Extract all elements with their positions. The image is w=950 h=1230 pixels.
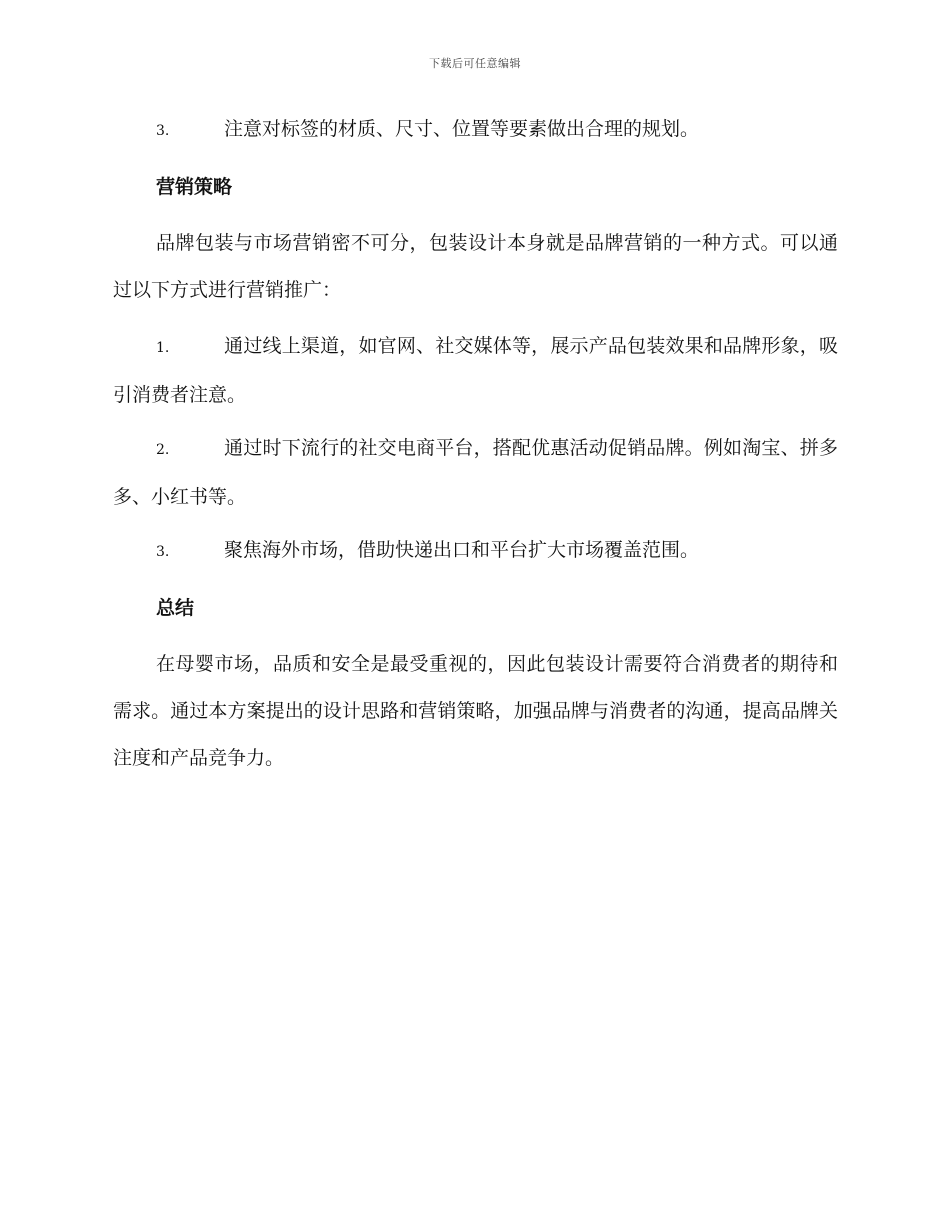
list-item-marketing-3 [113, 527, 838, 576]
marketing-intro-paragraph: 品牌包装与市场营销密不可分，包装设计本身就是品牌营销的一种方式。可以通过以下方式进行营销推广： [113, 232, 838, 301]
list-item-marketing-1 [113, 323, 838, 419]
section-heading-summary: 总结 [156, 597, 195, 619]
list-item-number: 1. [156, 340, 170, 356]
list-item-text: 注意对标签的材质、尺寸、位置等要素做出合理的规划。 [224, 118, 700, 140]
summary-paragraph: 在母婴市场，品质和安全是最受重视的，因此包装设计需要符合消费者的期待和需求。通过本方案提出的设计思路和营销策略，加强品牌与消费者的沟通，提高品牌关注度和产品竞争力。 [113, 653, 838, 769]
section-heading-marketing: 营销策略 [156, 176, 233, 198]
list-item-text: 聚焦海外市场，借助快递出口和平台扩大市场覆盖范围。 [224, 539, 700, 561]
list-item-prev-3 [113, 106, 838, 155]
list-item-text: 通过时下流行的社交电商平台，搭配优惠活动促销品牌。例如淘宝、拼多多、小红书等。 [113, 437, 838, 508]
header-note: 下载后可任意编辑 [429, 57, 521, 70]
list-item-number: 3. [156, 544, 170, 560]
list-item-text: 通过线上渠道，如官网、社交媒体等，展示产品包装效果和品牌形象，吸引消费者注意。 [113, 335, 838, 406]
list-item-number: 2. [156, 442, 170, 458]
list-item-marketing-2 [113, 425, 838, 521]
list-item-number: 3. [156, 123, 170, 139]
